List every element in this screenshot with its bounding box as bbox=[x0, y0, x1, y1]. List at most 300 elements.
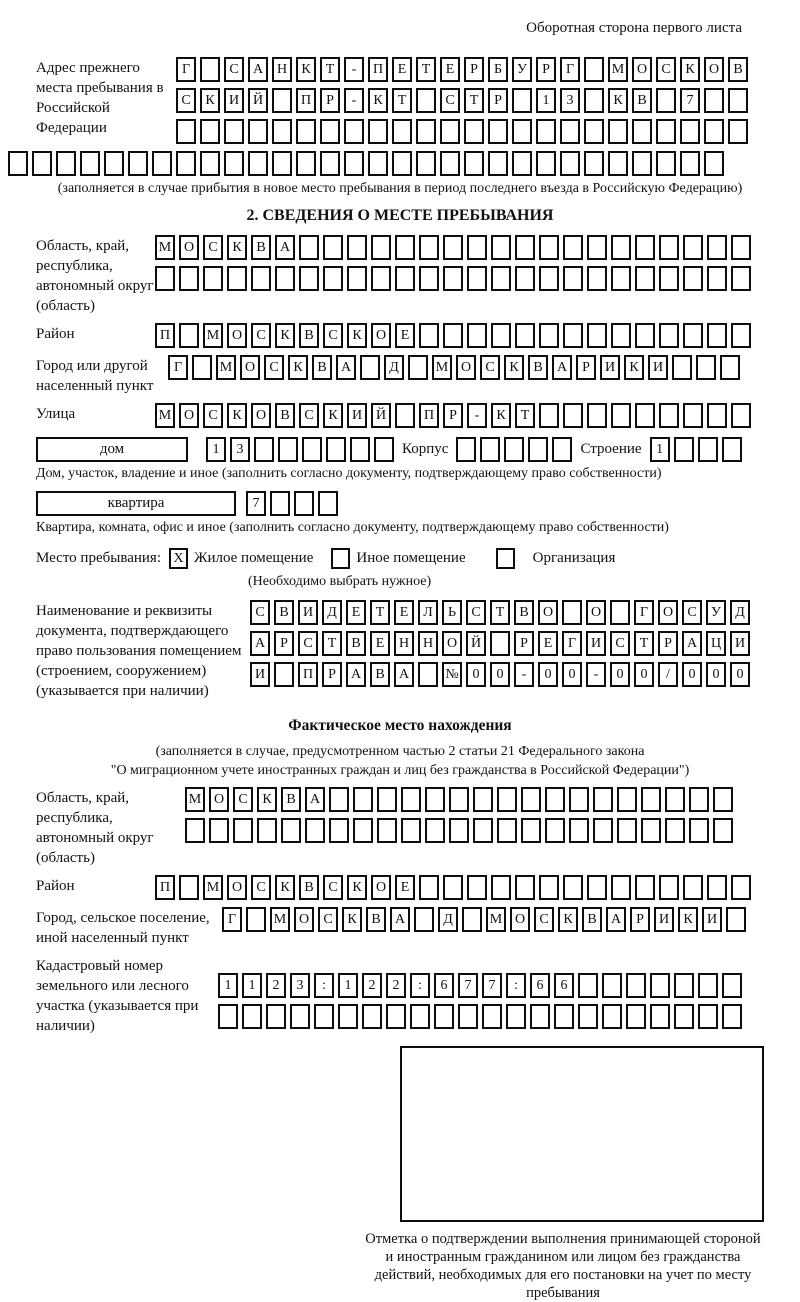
char-cell[interactable]: К bbox=[227, 403, 247, 428]
char-cell[interactable] bbox=[305, 818, 325, 843]
char-cell[interactable] bbox=[395, 266, 415, 291]
char-cell[interactable] bbox=[728, 119, 748, 144]
char-cell[interactable] bbox=[491, 875, 511, 900]
char-cell[interactable] bbox=[722, 437, 742, 462]
char-cell[interactable]: Т bbox=[490, 600, 510, 625]
char-cell[interactable] bbox=[246, 907, 266, 932]
char-cell[interactable]: Т bbox=[464, 88, 484, 113]
char-cell[interactable] bbox=[395, 403, 415, 428]
char-cell[interactable] bbox=[674, 437, 694, 462]
char-cell[interactable]: С bbox=[656, 57, 676, 82]
char-cell[interactable] bbox=[530, 1004, 550, 1029]
char-cell[interactable] bbox=[521, 818, 541, 843]
char-cell[interactable] bbox=[698, 437, 718, 462]
char-cell[interactable] bbox=[257, 818, 277, 843]
char-cell[interactable]: 6 bbox=[434, 973, 454, 998]
char-cell[interactable] bbox=[672, 355, 692, 380]
char-cell[interactable]: - bbox=[344, 57, 364, 82]
char-cell[interactable]: Т bbox=[392, 88, 412, 113]
char-cell[interactable] bbox=[563, 323, 583, 348]
char-cell[interactable] bbox=[611, 875, 631, 900]
char-cell[interactable] bbox=[176, 151, 196, 176]
char-cell[interactable] bbox=[443, 266, 463, 291]
char-cell[interactable] bbox=[353, 818, 373, 843]
checkbox-organization[interactable] bbox=[496, 548, 515, 569]
char-cell[interactable]: 0 bbox=[538, 662, 558, 687]
char-cell[interactable] bbox=[635, 266, 655, 291]
char-cell[interactable] bbox=[515, 266, 535, 291]
char-cell[interactable] bbox=[464, 151, 484, 176]
char-cell[interactable]: П bbox=[419, 403, 439, 428]
char-cell[interactable]: В bbox=[528, 355, 548, 380]
char-cell[interactable] bbox=[683, 323, 703, 348]
char-cell[interactable] bbox=[683, 403, 703, 428]
char-cell[interactable]: А bbox=[275, 235, 295, 260]
char-cell[interactable] bbox=[497, 818, 517, 843]
char-cell[interactable] bbox=[491, 235, 511, 260]
char-cell[interactable]: Р bbox=[488, 88, 508, 113]
char-cell[interactable] bbox=[416, 151, 436, 176]
char-cell[interactable]: К bbox=[323, 403, 343, 428]
char-cell[interactable]: И bbox=[224, 88, 244, 113]
char-cell[interactable] bbox=[227, 266, 247, 291]
char-cell[interactable]: Т bbox=[515, 403, 535, 428]
char-cell[interactable] bbox=[728, 88, 748, 113]
char-cell[interactable] bbox=[320, 119, 340, 144]
char-cell[interactable] bbox=[722, 1004, 742, 1029]
char-cell[interactable] bbox=[490, 631, 510, 656]
char-cell[interactable]: Б bbox=[488, 57, 508, 82]
char-cell[interactable] bbox=[200, 119, 220, 144]
char-cell[interactable] bbox=[521, 787, 541, 812]
char-cell[interactable] bbox=[545, 787, 565, 812]
char-cell[interactable] bbox=[338, 1004, 358, 1029]
char-cell[interactable]: В bbox=[299, 875, 319, 900]
char-cell[interactable] bbox=[272, 119, 292, 144]
char-cell[interactable]: К bbox=[491, 403, 511, 428]
char-cell[interactable] bbox=[731, 875, 751, 900]
char-cell[interactable]: Ь bbox=[442, 600, 462, 625]
char-cell[interactable] bbox=[611, 403, 631, 428]
char-cell[interactable] bbox=[665, 818, 685, 843]
char-cell[interactable] bbox=[104, 151, 124, 176]
char-cell[interactable]: Т bbox=[416, 57, 436, 82]
char-cell[interactable] bbox=[659, 323, 679, 348]
char-cell[interactable] bbox=[374, 437, 394, 462]
char-cell[interactable] bbox=[698, 973, 718, 998]
char-cell[interactable] bbox=[318, 491, 338, 516]
char-cell[interactable] bbox=[242, 1004, 262, 1029]
char-cell[interactable] bbox=[434, 1004, 454, 1029]
char-cell[interactable]: 0 bbox=[610, 662, 630, 687]
char-cell[interactable] bbox=[674, 1004, 694, 1029]
char-cell[interactable]: 6 bbox=[554, 973, 574, 998]
char-cell[interactable] bbox=[491, 323, 511, 348]
char-cell[interactable] bbox=[203, 266, 223, 291]
char-cell[interactable]: Р bbox=[576, 355, 596, 380]
char-cell[interactable] bbox=[233, 818, 253, 843]
char-cell[interactable]: С bbox=[299, 403, 319, 428]
char-cell[interactable]: А bbox=[346, 662, 366, 687]
char-cell[interactable] bbox=[179, 875, 199, 900]
char-cell[interactable] bbox=[707, 323, 727, 348]
char-cell[interactable] bbox=[731, 266, 751, 291]
char-cell[interactable] bbox=[650, 973, 670, 998]
char-cell[interactable]: О bbox=[371, 875, 391, 900]
char-cell[interactable] bbox=[569, 787, 589, 812]
char-cell[interactable] bbox=[200, 57, 220, 82]
char-cell[interactable] bbox=[610, 600, 630, 625]
char-cell[interactable] bbox=[635, 403, 655, 428]
char-cell[interactable]: Р bbox=[536, 57, 556, 82]
char-cell[interactable] bbox=[395, 235, 415, 260]
char-cell[interactable]: Р bbox=[443, 403, 463, 428]
char-cell[interactable]: Е bbox=[440, 57, 460, 82]
char-cell[interactable]: - bbox=[344, 88, 364, 113]
char-cell[interactable] bbox=[731, 403, 751, 428]
char-cell[interactable] bbox=[425, 787, 445, 812]
char-cell[interactable] bbox=[347, 235, 367, 260]
char-cell[interactable]: К bbox=[680, 57, 700, 82]
char-cell[interactable]: И bbox=[730, 631, 750, 656]
char-cell[interactable]: Р bbox=[274, 631, 294, 656]
char-cell[interactable] bbox=[632, 151, 652, 176]
char-cell[interactable] bbox=[656, 119, 676, 144]
char-cell[interactable] bbox=[560, 151, 580, 176]
char-cell[interactable] bbox=[608, 119, 628, 144]
char-cell[interactable] bbox=[281, 818, 301, 843]
char-cell[interactable]: С bbox=[323, 875, 343, 900]
char-cell[interactable]: : bbox=[314, 973, 334, 998]
apartment-type-box[interactable]: квартира bbox=[36, 491, 236, 516]
char-cell[interactable] bbox=[731, 235, 751, 260]
char-cell[interactable] bbox=[419, 266, 439, 291]
char-cell[interactable]: 1 bbox=[650, 437, 670, 462]
char-cell[interactable]: Г bbox=[168, 355, 188, 380]
char-cell[interactable] bbox=[539, 403, 559, 428]
char-cell[interactable] bbox=[704, 88, 724, 113]
char-cell[interactable] bbox=[416, 88, 436, 113]
char-cell[interactable] bbox=[696, 355, 716, 380]
char-cell[interactable]: 3 bbox=[290, 973, 310, 998]
char-cell[interactable] bbox=[704, 151, 724, 176]
char-cell[interactable]: М bbox=[185, 787, 205, 812]
char-cell[interactable]: 2 bbox=[386, 973, 406, 998]
char-cell[interactable] bbox=[515, 875, 535, 900]
char-cell[interactable] bbox=[418, 662, 438, 687]
char-cell[interactable] bbox=[275, 266, 295, 291]
char-cell[interactable] bbox=[270, 491, 290, 516]
char-cell[interactable] bbox=[497, 787, 517, 812]
char-cell[interactable]: О bbox=[179, 235, 199, 260]
char-cell[interactable] bbox=[713, 787, 733, 812]
char-cell[interactable] bbox=[713, 818, 733, 843]
char-cell[interactable]: О bbox=[240, 355, 260, 380]
char-cell[interactable] bbox=[587, 403, 607, 428]
char-cell[interactable]: К bbox=[275, 875, 295, 900]
char-cell[interactable]: Е bbox=[394, 600, 414, 625]
char-cell[interactable] bbox=[368, 151, 388, 176]
char-cell[interactable]: Г bbox=[562, 631, 582, 656]
char-cell[interactable] bbox=[488, 151, 508, 176]
char-cell[interactable]: 0 bbox=[466, 662, 486, 687]
char-cell[interactable]: И bbox=[298, 600, 318, 625]
char-cell[interactable] bbox=[386, 1004, 406, 1029]
char-cell[interactable] bbox=[593, 787, 613, 812]
char-cell[interactable] bbox=[296, 119, 316, 144]
char-cell[interactable]: П bbox=[368, 57, 388, 82]
char-cell[interactable] bbox=[32, 151, 52, 176]
char-cell[interactable] bbox=[350, 437, 370, 462]
char-cell[interactable]: О bbox=[209, 787, 229, 812]
char-cell[interactable] bbox=[491, 266, 511, 291]
char-cell[interactable] bbox=[401, 787, 421, 812]
char-cell[interactable]: О bbox=[456, 355, 476, 380]
char-cell[interactable]: 0 bbox=[730, 662, 750, 687]
char-cell[interactable] bbox=[635, 235, 655, 260]
char-cell[interactable]: М bbox=[216, 355, 236, 380]
char-cell[interactable]: К bbox=[608, 88, 628, 113]
char-cell[interactable]: 1 bbox=[242, 973, 262, 998]
char-cell[interactable] bbox=[410, 1004, 430, 1029]
char-cell[interactable]: В bbox=[366, 907, 386, 932]
char-cell[interactable] bbox=[689, 818, 709, 843]
char-cell[interactable]: С bbox=[264, 355, 284, 380]
char-cell[interactable] bbox=[578, 973, 598, 998]
char-cell[interactable] bbox=[528, 437, 548, 462]
char-cell[interactable] bbox=[611, 266, 631, 291]
char-cell[interactable]: И bbox=[250, 662, 270, 687]
char-cell[interactable]: К bbox=[678, 907, 698, 932]
char-cell[interactable]: В bbox=[632, 88, 652, 113]
char-cell[interactable]: С bbox=[323, 323, 343, 348]
char-cell[interactable] bbox=[272, 88, 292, 113]
char-cell[interactable] bbox=[584, 57, 604, 82]
char-cell[interactable]: Ц bbox=[706, 631, 726, 656]
char-cell[interactable]: Т bbox=[634, 631, 654, 656]
char-cell[interactable] bbox=[462, 907, 482, 932]
char-cell[interactable]: Г bbox=[222, 907, 242, 932]
char-cell[interactable]: К bbox=[288, 355, 308, 380]
char-cell[interactable] bbox=[707, 875, 727, 900]
char-cell[interactable] bbox=[266, 1004, 286, 1029]
char-cell[interactable]: О bbox=[227, 875, 247, 900]
char-cell[interactable] bbox=[185, 818, 205, 843]
char-cell[interactable] bbox=[274, 662, 294, 687]
char-cell[interactable] bbox=[707, 266, 727, 291]
char-cell[interactable] bbox=[467, 266, 487, 291]
char-cell[interactable]: 0 bbox=[562, 662, 582, 687]
char-cell[interactable]: А bbox=[305, 787, 325, 812]
char-cell[interactable] bbox=[128, 151, 148, 176]
char-cell[interactable] bbox=[272, 151, 292, 176]
char-cell[interactable] bbox=[377, 787, 397, 812]
char-cell[interactable] bbox=[683, 235, 703, 260]
char-cell[interactable] bbox=[419, 235, 439, 260]
char-cell[interactable] bbox=[480, 437, 500, 462]
char-cell[interactable]: Н bbox=[272, 57, 292, 82]
char-cell[interactable] bbox=[504, 437, 524, 462]
char-cell[interactable] bbox=[722, 973, 742, 998]
char-cell[interactable] bbox=[179, 323, 199, 348]
char-cell[interactable]: С bbox=[251, 875, 271, 900]
char-cell[interactable] bbox=[192, 355, 212, 380]
char-cell[interactable] bbox=[611, 235, 631, 260]
char-cell[interactable] bbox=[467, 323, 487, 348]
char-cell[interactable] bbox=[392, 119, 412, 144]
char-cell[interactable]: 7 bbox=[482, 973, 502, 998]
char-cell[interactable]: В bbox=[274, 600, 294, 625]
char-cell[interactable] bbox=[329, 818, 349, 843]
char-cell[interactable]: 6 bbox=[530, 973, 550, 998]
char-cell[interactable] bbox=[443, 235, 463, 260]
char-cell[interactable] bbox=[458, 1004, 478, 1029]
char-cell[interactable]: К bbox=[227, 235, 247, 260]
char-cell[interactable]: 2 bbox=[266, 973, 286, 998]
char-cell[interactable] bbox=[179, 266, 199, 291]
char-cell[interactable]: 1 bbox=[218, 973, 238, 998]
char-cell[interactable] bbox=[602, 1004, 622, 1029]
char-cell[interactable]: Й bbox=[466, 631, 486, 656]
char-cell[interactable] bbox=[608, 151, 628, 176]
char-cell[interactable]: К bbox=[200, 88, 220, 113]
char-cell[interactable]: Д bbox=[322, 600, 342, 625]
char-cell[interactable] bbox=[329, 787, 349, 812]
char-cell[interactable]: - bbox=[514, 662, 534, 687]
char-cell[interactable]: С bbox=[250, 600, 270, 625]
char-cell[interactable]: М bbox=[203, 323, 223, 348]
char-cell[interactable] bbox=[707, 235, 727, 260]
char-cell[interactable]: С bbox=[682, 600, 702, 625]
char-cell[interactable] bbox=[563, 403, 583, 428]
char-cell[interactable] bbox=[251, 266, 271, 291]
char-cell[interactable]: О bbox=[251, 403, 271, 428]
char-cell[interactable]: О bbox=[442, 631, 462, 656]
char-cell[interactable]: М bbox=[270, 907, 290, 932]
char-cell[interactable] bbox=[449, 818, 469, 843]
char-cell[interactable] bbox=[56, 151, 76, 176]
char-cell[interactable] bbox=[488, 119, 508, 144]
char-cell[interactable]: Т bbox=[322, 631, 342, 656]
char-cell[interactable]: С bbox=[224, 57, 244, 82]
char-cell[interactable]: Г bbox=[176, 57, 196, 82]
char-cell[interactable]: 2 bbox=[362, 973, 382, 998]
char-cell[interactable] bbox=[290, 1004, 310, 1029]
char-cell[interactable] bbox=[515, 323, 535, 348]
char-cell[interactable]: И bbox=[347, 403, 367, 428]
char-cell[interactable] bbox=[425, 818, 445, 843]
char-cell[interactable] bbox=[587, 323, 607, 348]
char-cell[interactable]: М bbox=[432, 355, 452, 380]
char-cell[interactable]: Т bbox=[320, 57, 340, 82]
checkbox-other-premises[interactable] bbox=[331, 548, 350, 569]
char-cell[interactable]: 1 bbox=[536, 88, 556, 113]
char-cell[interactable] bbox=[209, 818, 229, 843]
char-cell[interactable]: В bbox=[514, 600, 534, 625]
char-cell[interactable] bbox=[680, 119, 700, 144]
char-cell[interactable]: К bbox=[558, 907, 578, 932]
char-cell[interactable] bbox=[536, 119, 556, 144]
char-cell[interactable]: 0 bbox=[634, 662, 654, 687]
char-cell[interactable] bbox=[401, 818, 421, 843]
char-cell[interactable] bbox=[347, 266, 367, 291]
char-cell[interactable] bbox=[560, 119, 580, 144]
char-cell[interactable]: 7 bbox=[246, 491, 266, 516]
char-cell[interactable] bbox=[443, 323, 463, 348]
char-cell[interactable]: А bbox=[552, 355, 572, 380]
char-cell[interactable]: К bbox=[504, 355, 524, 380]
char-cell[interactable]: М bbox=[155, 403, 175, 428]
char-cell[interactable]: Г bbox=[560, 57, 580, 82]
checkbox-residential[interactable]: X bbox=[169, 548, 188, 569]
char-cell[interactable] bbox=[377, 818, 397, 843]
char-cell[interactable]: Р bbox=[514, 631, 534, 656]
char-cell[interactable]: 0 bbox=[682, 662, 702, 687]
char-cell[interactable]: 0 bbox=[490, 662, 510, 687]
char-cell[interactable]: М bbox=[608, 57, 628, 82]
char-cell[interactable] bbox=[626, 1004, 646, 1029]
char-cell[interactable] bbox=[362, 1004, 382, 1029]
char-cell[interactable]: А bbox=[248, 57, 268, 82]
char-cell[interactable] bbox=[720, 355, 740, 380]
char-cell[interactable] bbox=[278, 437, 298, 462]
char-cell[interactable]: П bbox=[296, 88, 316, 113]
char-cell[interactable] bbox=[440, 151, 460, 176]
char-cell[interactable] bbox=[299, 266, 319, 291]
char-cell[interactable]: С bbox=[203, 403, 223, 428]
char-cell[interactable]: Д bbox=[384, 355, 404, 380]
char-cell[interactable] bbox=[563, 266, 583, 291]
char-cell[interactable]: У bbox=[706, 600, 726, 625]
char-cell[interactable]: Д bbox=[730, 600, 750, 625]
char-cell[interactable] bbox=[326, 437, 346, 462]
char-cell[interactable]: № bbox=[442, 662, 462, 687]
char-cell[interactable] bbox=[8, 151, 28, 176]
char-cell[interactable] bbox=[707, 403, 727, 428]
char-cell[interactable]: В bbox=[582, 907, 602, 932]
char-cell[interactable]: В bbox=[251, 235, 271, 260]
char-cell[interactable]: А bbox=[390, 907, 410, 932]
char-cell[interactable] bbox=[443, 875, 463, 900]
char-cell[interactable] bbox=[587, 266, 607, 291]
char-cell[interactable] bbox=[155, 266, 175, 291]
char-cell[interactable] bbox=[392, 151, 412, 176]
char-cell[interactable]: П bbox=[155, 323, 175, 348]
char-cell[interactable] bbox=[552, 437, 572, 462]
char-cell[interactable]: Е bbox=[392, 57, 412, 82]
char-cell[interactable] bbox=[224, 119, 244, 144]
char-cell[interactable] bbox=[578, 1004, 598, 1029]
char-cell[interactable]: К bbox=[342, 907, 362, 932]
char-cell[interactable] bbox=[512, 88, 532, 113]
house-type-box[interactable]: дом bbox=[36, 437, 188, 462]
char-cell[interactable]: 1 bbox=[206, 437, 226, 462]
char-cell[interactable]: В bbox=[728, 57, 748, 82]
char-cell[interactable]: О bbox=[538, 600, 558, 625]
char-cell[interactable]: В bbox=[370, 662, 390, 687]
char-cell[interactable]: Р bbox=[630, 907, 650, 932]
char-cell[interactable]: Е bbox=[395, 323, 415, 348]
char-cell[interactable]: И bbox=[600, 355, 620, 380]
char-cell[interactable] bbox=[611, 323, 631, 348]
char-cell[interactable] bbox=[302, 437, 322, 462]
char-cell[interactable]: О bbox=[704, 57, 724, 82]
char-cell[interactable] bbox=[539, 323, 559, 348]
char-cell[interactable]: Г bbox=[634, 600, 654, 625]
char-cell[interactable] bbox=[641, 787, 661, 812]
char-cell[interactable]: М bbox=[486, 907, 506, 932]
char-cell[interactable] bbox=[617, 818, 637, 843]
